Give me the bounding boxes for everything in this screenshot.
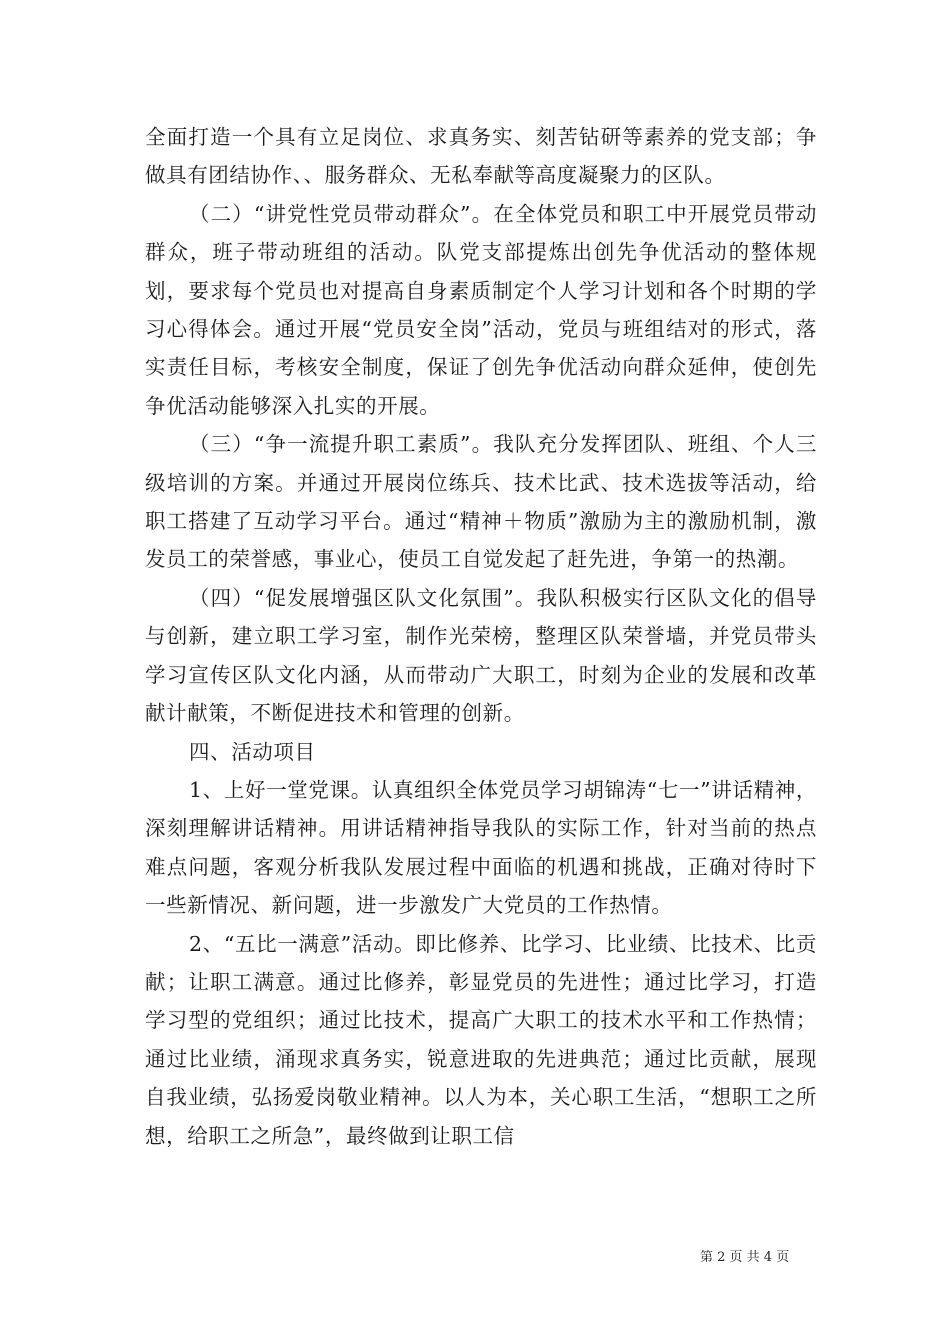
- paragraph-2: （二）“讲党性党员带动群众”。在全体党员和职工中开展党员带动群众，班子带动班组的活动。队党支部提炼出创先争优活动的整体规划，要求每个党员也对提高自身素质制定个人学习计划和各个时期的学习心得体会。通过开展“党员安全岗”活动，党员与班组结对的形式，落实责任目标，考核安全制度，保证了创先争优活动向群众延伸，使创先争优活动能够深入扎实的开展。: [145, 201, 817, 418]
- paragraph-4: （四）“促发展增强区队文化氛围”。我队积极实行区队文化的倡导与创新，建立职工学习室，制作光荣榜，整理区队荣誉墙，并党员带头学习宣传区队文化内涵，从而带动广大职工，时刻为企业的发展和改革献计献策，不断促进技术和管理的创新。: [145, 585, 817, 726]
- paragraph-activity-2: 2、“五比一满意”活动。即比修养、比学习、比业绩、比技术、比贡献；让职工满意。通过比修养，彰显党员的先进性；通过比学习，打造学习型的党组织；通过比技术，提高广大职工的技术水平和工作热情；通过比业绩，涌现求真务实，锐意进取的先进典范；通过比贡献，展现自我业绩，弘扬爱岗敬业精神。以人为本，关心职工生活，“想职工之所想，给职工之所急”，最终做到让职工信: [145, 931, 817, 1148]
- paragraph-1: 全面打造一个具有立足岗位、求真务实、刻苦钻研等素养的党支部；争做具有团结协作、、服务群众、无私奉献等高度凝聚力的区队。: [145, 125, 817, 188]
- page-number-footer: 第 2 页 共 4 页: [700, 1250, 790, 1265]
- paragraph-activity-1: 1、上好一堂党课。认真组织全体党员学习胡锦涛“七一”讲话精神，深刻理解讲话精神。用讲话精神指导我队的实际工作，针对当前的热点难点问题，客观分析我队发展过程中面临的机遇和挑战，正确对待时下一些新情况、新问题，进一步激发广大党员的工作热情。: [145, 777, 817, 918]
- section-heading-activity-items: 四、活动项目: [189, 739, 316, 764]
- document-body: [145, 118, 817, 1155]
- paragraph-3: （三）“争一流提升职工素质”。我队充分发挥团队、班组、个人三级培训的方案。并通过开展岗位练兵、技术比武、技术选拔等活动，给职工搭建了互动学习平台。通过“精神＋物质”激励为主的激励机制，激发员工的荣誉感，事业心，使员工自觉发起了赶先进，争第一的热潮。: [145, 432, 817, 572]
